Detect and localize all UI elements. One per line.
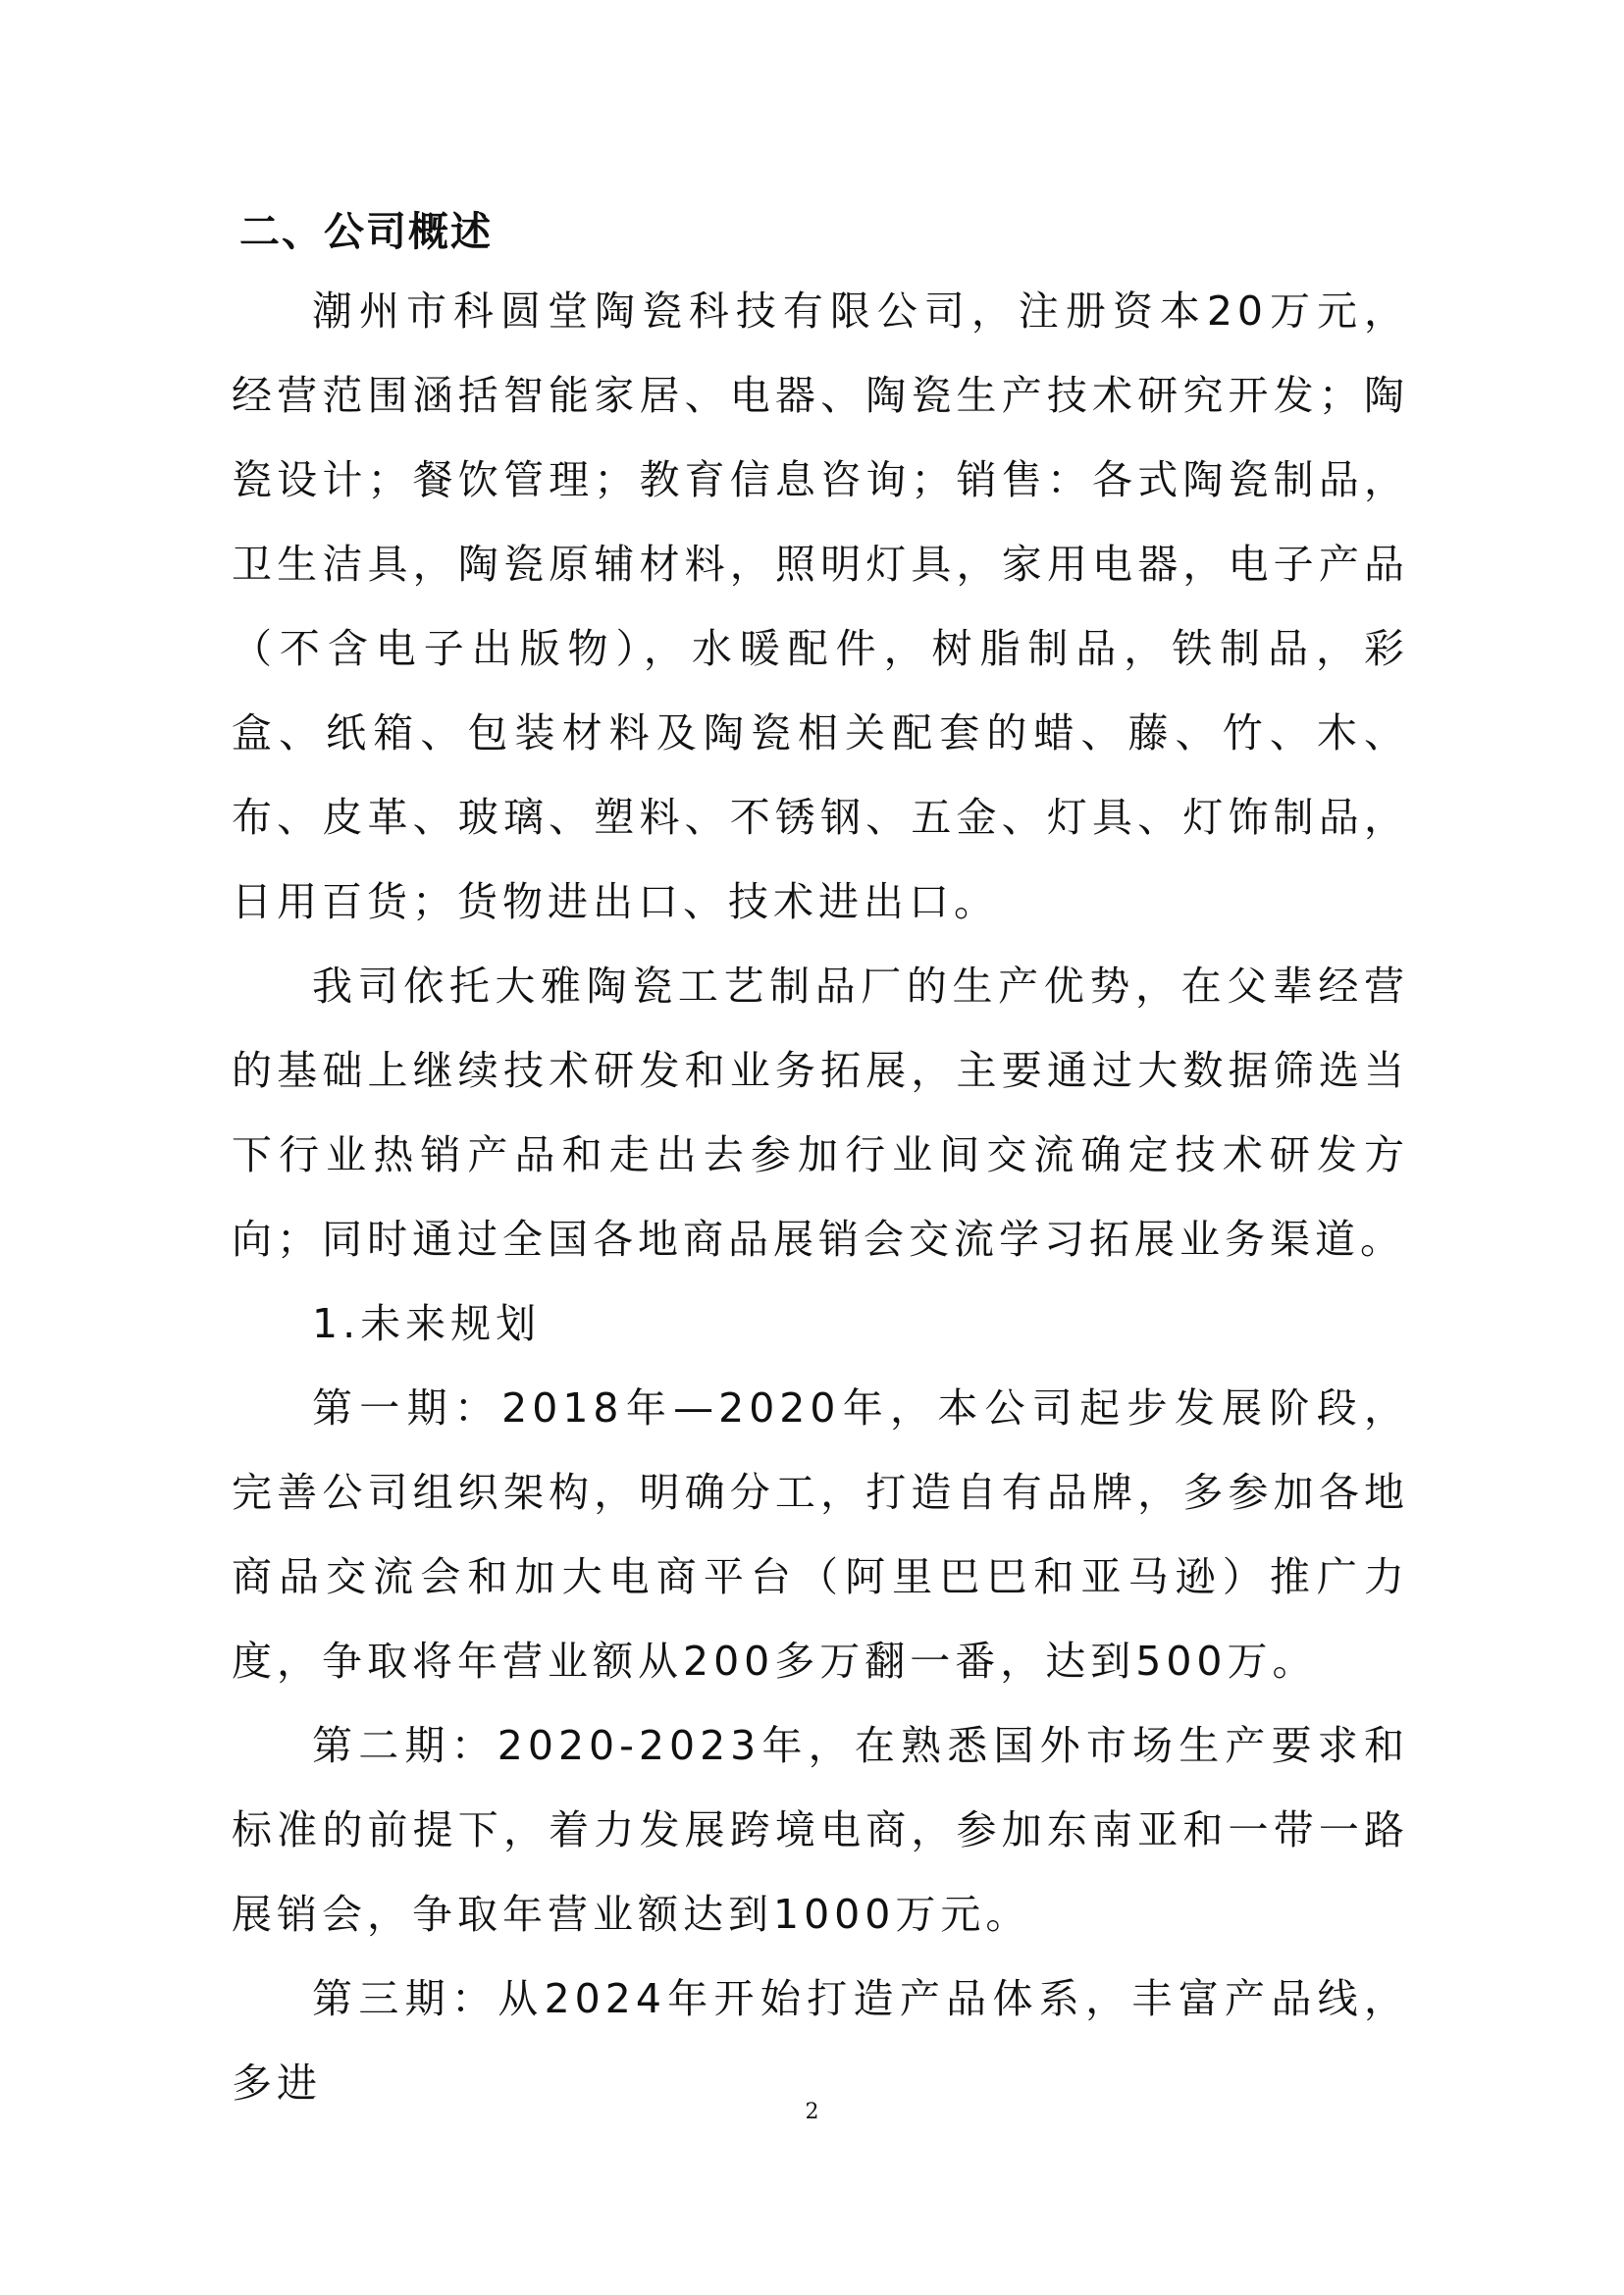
paragraph-company-overview: 潮州市科圆堂陶瓷科技有限公司，注册资本20万元，经营范围涵括智能家居、电器、陶瓷生产技术研究开发；陶瓷设计；餐饮管理；教育信息咨询；销售：各式陶瓷制品，卫生洁具，陶瓷原辅材料，照明灯具，家用电器，电子产品（不含电子出版物），水暖配件，树脂制品，铁制品，彩盒、纸箱、包装材料及陶瓷相关配套的蜡、藤、竹、木、布、皮革、玻璃、塑料、不锈钢、五金、灯具、灯饰制品，日用百货；货物进出口、技术进出口。: [232, 287, 1409, 925]
section-heading: 二、公司概述: [239, 208, 493, 255]
paragraph-phase-one: 第一期：2018年—2020年，本公司起步发展阶段，完善公司组织架构，明确分工，打造自有品牌，多参加各地商品交流会和加大电商平台（阿里巴巴和亚马逊）推广力度，争取将年营业额从200多万翻一番，达到500万。: [232, 1384, 1409, 1685]
paragraph-phase-three: 第三期：从2024年开始打造产品体系，丰富产品线，多进: [232, 1975, 1409, 2107]
subheading-future-plan: 1.未来规划: [312, 1300, 542, 1347]
paragraph-company-strategy: 我司依托大雅陶瓷工艺制品厂的生产优势，在父辈经营的基础上继续技术研发和业务拓展，主要通过大数据筛选当下行业热销产品和走出去参加行业间交流确定技术研发方向；同时通过全国各地商品展销会交流学习拓展业务渠道。: [232, 963, 1409, 1263]
body-text: [232, 269, 1409, 2125]
paragraph-phase-two: 第二期：2020-2023年，在熟悉国外市场生产要求和标准的前提下，着力发展跨境电商，参加东南亚和一带一路展销会，争取年营业额达到1000万元。: [232, 1722, 1409, 1938]
page-number: 2: [805, 2100, 819, 2124]
